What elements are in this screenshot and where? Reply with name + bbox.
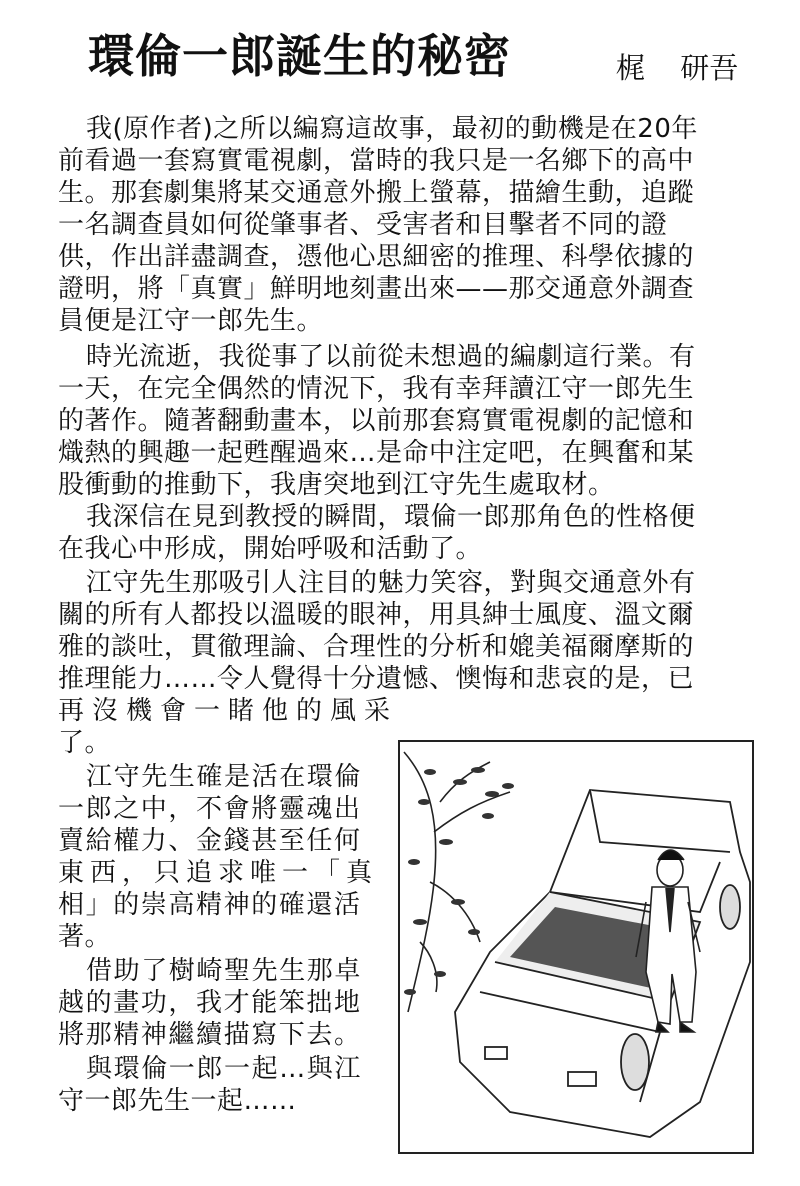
- body-line: 將那精神繼續描寫下去。: [58, 1020, 362, 1050]
- body-line: 著。: [58, 922, 112, 952]
- body-line: 一郎之中，不會將靈魂出: [58, 794, 362, 824]
- body-line: 我(原作者)之所以編寫這故事，最初的動機是在20年: [86, 114, 698, 144]
- body-line: 江守先生那吸引人注目的魅力笑容，對與交通意外有: [86, 568, 696, 598]
- body-line: 時光流逝，我從事了以前從未想過的編劇這行業。有: [86, 342, 696, 372]
- body-line: 關的所有人都投以溫暖的眼神，用具紳士風度、溫文爾: [58, 600, 695, 630]
- body-line: 一名調查員如何從肇事者、受害者和目擊者不同的證: [58, 210, 668, 240]
- body-line: 東西，只追求唯一「真: [58, 858, 379, 888]
- body-line: 證明，將「真實」鮮明地刻畫出來——那交通意外調查: [58, 274, 695, 304]
- body-line: 雅的談吐，貫徹理論、合理性的分析和媲美福爾摩斯的: [58, 632, 695, 662]
- body-line: 前看過一套寫實電視劇，當時的我只是一名鄉下的高中: [58, 146, 695, 176]
- body-line: 越的畫功，我才能笨拙地: [58, 988, 362, 1018]
- body-line: 江守先生確是活在環倫: [86, 762, 363, 792]
- illustration-car-and-man: [398, 740, 754, 1154]
- body-line: 借助了樹崎聖先生那卓: [86, 956, 363, 986]
- body-line: 生。那套劇集將某交通意外搬上螢幕，描繪生動，追蹤: [58, 178, 695, 208]
- body-line: 與環倫一郎一起…與江: [86, 1054, 363, 1084]
- body-line: 賣給權力、金錢甚至任何: [58, 826, 362, 856]
- body-line: 了。: [58, 728, 112, 758]
- author-name: 梶 研吾: [616, 51, 739, 85]
- body-line: 在我心中形成，開始呼吸和活動了。: [58, 534, 483, 564]
- body-line: 供，作出詳盡調查，憑他心思細密的推理、科學依據的: [58, 242, 695, 272]
- body-line: 再沒機會一睹他的風采: [58, 696, 399, 726]
- body-line: 推理能力……令人覺得十分遺憾、懊悔和悲哀的是，已: [58, 664, 695, 694]
- body-line: 守一郎先生一起……: [58, 1086, 297, 1116]
- body-line: 熾熱的興趣一起甦醒過來…是命中注定吧，在興奮和某: [58, 438, 695, 468]
- body-line: 員便是江守一郎先生。: [58, 306, 324, 336]
- body-line: 的著作。隨著翻動畫本，以前那套寫實電視劇的記憶和: [58, 406, 695, 436]
- body-line: 我深信在見到教授的瞬間，環倫一郎那角色的性格便: [86, 502, 696, 532]
- body-line: 股衝動的推動下，我唐突地到江守先生處取材。: [58, 470, 615, 500]
- page-title: 環倫一郎誕生的秘密: [88, 29, 511, 83]
- body-line: 相」的崇高精神的確還活: [58, 890, 362, 920]
- body-line: 一天，在完全偶然的情況下，我有幸拜讀江守一郎先生: [58, 374, 695, 404]
